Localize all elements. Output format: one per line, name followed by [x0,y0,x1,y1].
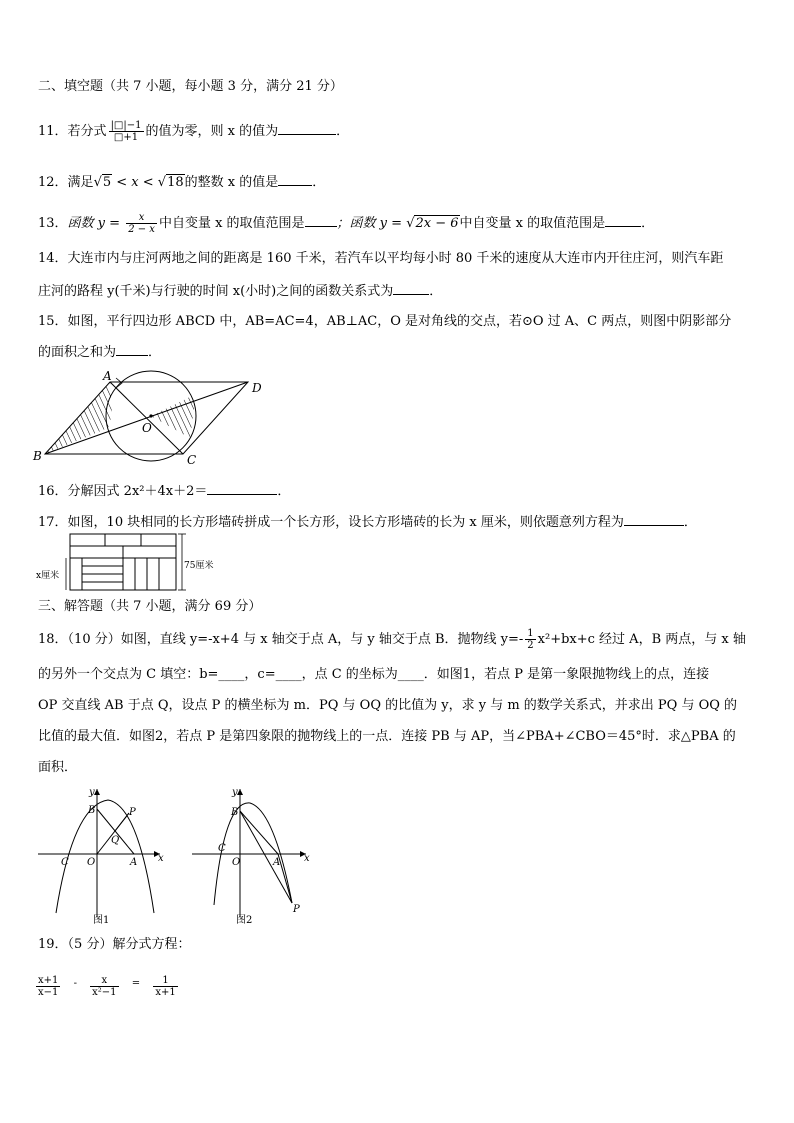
q16-end: ． [277,484,291,499]
q12-end: ． [312,175,326,190]
q18-figure-1 [38,785,168,925]
q18-f1-a: A [130,857,138,868]
q18-fig1-caption: 图1 [93,915,110,926]
q18-f2-b: B [231,807,239,818]
question-17 [38,512,697,532]
q18-f1-q: Q [111,835,120,846]
q15-end: ． [148,345,162,360]
q19-f1-den: x−1 [38,987,59,998]
q17-label-x: x厘米 [36,571,60,581]
q13-frac-num: x [126,212,157,224]
q18-line-1 [38,628,746,651]
q12-inequality: < x < [112,175,158,190]
q13-number: 13． [38,216,68,231]
q14-answer-blank[interactable] [393,281,429,295]
q11-end: ． [336,124,350,139]
q19-f1-num: x+1 [38,975,59,986]
question-19: 19．（5 分）解分式方程： [38,937,191,952]
q13-text-2: 中自变量 x 的取值范围是 [158,216,305,231]
question-16 [38,481,290,501]
q13-text-4: 中自变量 x 的取值范围是 [459,216,606,231]
q18-f2-c: C [218,843,226,854]
q19-equals: = [131,978,141,989]
q11-frac-num: |□|−1 [110,120,142,131]
q19-equation [34,975,180,998]
q13-answer-blank-2[interactable] [605,213,641,227]
q15-label-a: A [103,369,112,383]
q14-line-1: 14．大连市内与庄河两地之间的距离是 160 千米，若汽车以平均每小时 80 千米的速度从大连市内开往庄河，则汽车距 [38,251,724,266]
q13-func2-prefix: ；函数 y = [336,216,407,231]
q19-minus: - [73,978,77,989]
q18-line-2: 的另外一个交点为 C 填空：b=____，c=____，点 C 的坐标为____．如图1，若点 P 是第一象限抛物线上的点，连接 [38,667,710,682]
q19-f3-num: 1 [153,975,177,987]
q18-f2-o: O [232,857,241,868]
q18-f2-p: P [293,904,300,915]
q17-figure [36,532,186,594]
q13-frac-den: 2 − x [128,224,155,235]
q18-line-3: OP 交直线 AB 于点 Q，设点 P 的横坐标为 m．PQ 与 OQ 的比值为 y，求 y 与 m 的数学关系式，并求出 PQ 与 OQ 的 [38,698,738,713]
q13-answer-blank-1[interactable] [305,213,337,227]
question-11 [38,120,349,143]
q17-end: ． [683,515,697,530]
q11-number: 11． [38,124,68,139]
q15-line-1: 15．如图，平行四边形 ABCD 中，AB=AC=4，AB⊥AC，O 是对角线的交点，若⊙O 过 A、C 两点，则图中阴影部分 [38,314,732,329]
section-3-heading: 三、解答题（共 7 小题，满分 69 分） [38,599,262,614]
q17-answer-blank[interactable] [624,512,684,526]
q18-f1-c: C [61,857,69,868]
question-12: 12．满足√5 < x < √18的整数 x 的值是 ． [38,172,325,192]
q15-line-2-text: 的面积之和为 [38,345,117,360]
q15-label-c: C [187,453,197,467]
q16-text: 16．分解因式 2x²＋4x＋2＝ [38,484,208,499]
q19-f2-den: x²−1 [92,987,117,998]
q18-f1-x: x [158,853,164,864]
q15-label-o: O [142,421,152,435]
q18-line-4: 比值的最大值．如图2，若点 P 是第四象限的抛物线上的一点．连接 PB 与 AP，当∠PBA+∠CBO＝45°时．求△PBA 的 [38,729,736,744]
q11-frac-den: □+1 [113,132,139,143]
q19-frac-3 [153,975,177,998]
q11-fraction [109,120,144,143]
q15-line-2 [38,342,161,362]
q13-sqrt: 2x − 6 [415,216,459,231]
q18-f1-y: y [89,787,95,798]
q15-label-d: D [252,381,262,395]
q12-sqrt-a: 5 [102,175,112,190]
q18-line-1b: x²+bx+c 经过 A，B 两点，与 x 轴 [537,632,746,647]
q15-answer-blank[interactable] [116,342,148,356]
q18-figure-2 [184,785,314,925]
q19-f2-num: x [90,975,118,987]
q18-fraction [525,628,535,651]
q18-f2-y: y [232,787,238,798]
q18-f2-a: A [273,857,281,868]
q11-answer-blank[interactable] [278,121,336,135]
q17-text: 17．如图，10 块相同的长方形墙砖拼成一个长方形，设长方形墙砖的长为 x 厘米，则依题意列方程为 [38,515,624,530]
q14-line-2 [38,281,442,301]
q15-label-b: B [33,449,42,463]
q14-end: ． [429,284,443,299]
q18-fig2-caption: 图2 [236,915,253,926]
q18-frac-num: 1 [527,628,534,639]
q18-f1-b: B [88,805,96,816]
q12-text-before: 满足 [67,175,94,190]
q12-answer-blank[interactable] [278,172,312,186]
q19-frac-2 [90,975,118,998]
q12-sqrt-b: 18 [167,175,184,190]
q13-fraction [126,212,157,235]
q11-text-after: 的值为零，则 x 的值为 [145,124,279,139]
q18-line-1a: 18．（10 分）如图，直线 y=-x+4 与 x 轴交于点 A，与 y 轴交于点 B．抛物线 y=- [38,632,524,647]
section-2-heading: 二、填空题（共 7 小题，每小题 3 分，满分 21 分） [38,79,343,94]
q15-center-dot [149,414,152,417]
q18-f2-x: x [304,853,310,864]
q18-frac-den: 2 [527,640,534,651]
q15-figure [30,366,270,470]
q18-line-5: 面积． [38,760,78,775]
q15-shaded-right [151,394,196,438]
q11-text-before: 若分式 [67,124,107,139]
q18-f1-p: P [129,807,136,818]
q13-func1-prefix: 函数 y = [67,216,125,231]
q17-label-height: 75厘米 [184,561,214,571]
q16-answer-blank[interactable] [207,481,277,495]
q12-number: 12． [38,175,68,190]
q14-line-2-text: 庄河的路程 y(千米)与行驶的时间 x(小时)之间的函数关系式为 [38,284,394,299]
question-13: 13．函数 y = $\frac{x}{2 - x}$ 中自变量 x 的取值范围是 ；函数 y = √2x − 6中自变量 x 的取值范围是 ． [38,212,655,235]
q19-f3-den: x+1 [155,987,176,998]
q13-end: ． [641,216,655,231]
q12-text-after: 的整数 x 的值是 [184,175,279,190]
q19-frac-1 [36,975,60,998]
q18-f1-o: O [87,857,96,868]
